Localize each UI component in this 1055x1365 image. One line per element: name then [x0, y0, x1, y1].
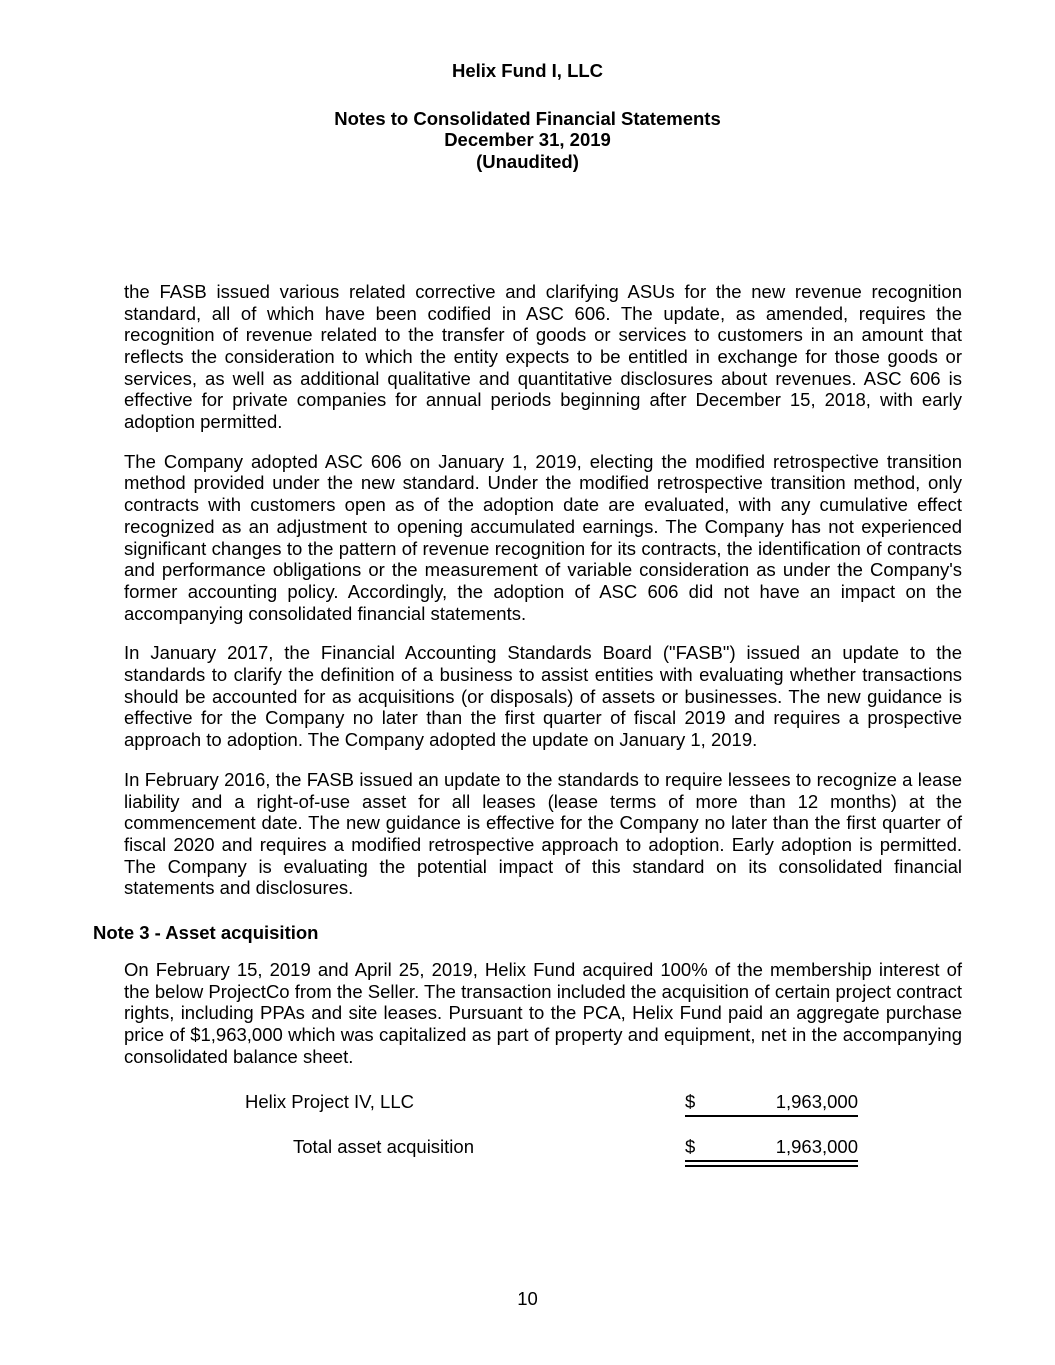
- note3-heading: Note 3 - Asset acquisition: [93, 922, 319, 944]
- paragraph-asset-acquisition: On February 15, 2019 and April 25, 2019, Helix Fund acquired 100% of the membership interest of the below ProjectCo from the Seller. The transaction included the acquisition of certain project contract rights, including PPAs and site leases. Pursuant to the PCA, Helix Fund paid an aggregate purchase price of $1,963,000 which was capitalized as part of property and equipment, net in the accompanying consolidated balance sheet.: [124, 958, 962, 1067]
- company-name: Helix Fund I, LLC: [451, 60, 604, 81]
- paragraph-lease-standard: In February 2016, the FASB issued an update to the standards to require lessees to recognize a lease liability and a right-of-use asset for all leases (lease terms of more than 12 months) at the commencement date. The new guidance is effective for the Company no later than the first quarter of fiscal 2020 and requires a modified retrospective approach to adoption. Early adoption is permitted. The Company is evaluating the potential impact of this standard on its consolidated financial statements and disclosures.: [124, 768, 962, 899]
- document-subtitle: [0, 108, 1055, 173]
- document-header: [0, 0, 1055, 173]
- table-row-label: Helix Project IV, LLC: [245, 1091, 414, 1113]
- document-footer: [0, 1288, 1055, 1310]
- table-total-row: [124, 1136, 962, 1167]
- page-number: 10: [517, 1288, 538, 1309]
- table-row: [124, 1091, 962, 1117]
- table-row-amount-cell: [685, 1091, 858, 1117]
- total-amount-value: 1,963,000: [775, 1136, 858, 1158]
- asset-acquisition-table: [124, 1091, 962, 1167]
- dollar-sign: $: [685, 1091, 696, 1113]
- paragraph-asc606-adoption: The Company adopted ASC 606 on January 1, 2019, electing the modified retrospective transition method provided under the new standard. Under the modified retrospective transition method, only contracts with customers open as of the adoption date are evaluated, with any cumulative effect recognized as an adjustment to opening accumulated earnings. The Company has not experienced significant changes to the pattern of revenue recognition for its contracts, the identification of contracts and performance obligations or the measurement of variable consideration as under the Company's former accounting policy. Accordingly, the adoption of ASC 606 did not have an impact on the accompanying consolidated financial statements.: [124, 450, 962, 624]
- paragraph-revenue-recognition: the FASB issued various related corrective and clarifying ASUs for the new revenue recognition standard, all of which have been codified in ASC 606. The update, as amended, requires the recognition of revenue related to the transfer of goods or services to customers in an amount that reflects the consideration to which the entity expects to be entitled in exchange for those goods or services, as well as additional qualitative and quantitative disclosures about revenues. ASC 606 is effective for private companies for annual periods beginning after December 15, 2018, with early adoption permitted.: [124, 280, 962, 433]
- document-body: [93, 280, 962, 1168]
- dollar-sign: $: [685, 1136, 696, 1158]
- amount-value: 1,963,000: [775, 1091, 858, 1113]
- document-status: (Unaudited): [476, 151, 579, 173]
- document-title: Notes to Consolidated Financial Statements: [334, 107, 721, 129]
- paragraph-business-definition-update: In January 2017, the Financial Accounting Standards Board ("FASB") issued an update to the standards to clarify the definition of a business to assist entities with evaluating whether transactions should be accounted for as acquisitions (or disposals) of assets or businesses. The new guidance is effective for the Company no later than the first quarter of fiscal 2019 and requires a prospective approach to adoption. The Company adopted the update on January 1, 2019.: [124, 642, 962, 751]
- table-total-label: Total asset acquisition: [293, 1136, 474, 1158]
- document-date: December 31, 2019: [444, 129, 611, 151]
- table-total-amount-cell: [685, 1136, 858, 1167]
